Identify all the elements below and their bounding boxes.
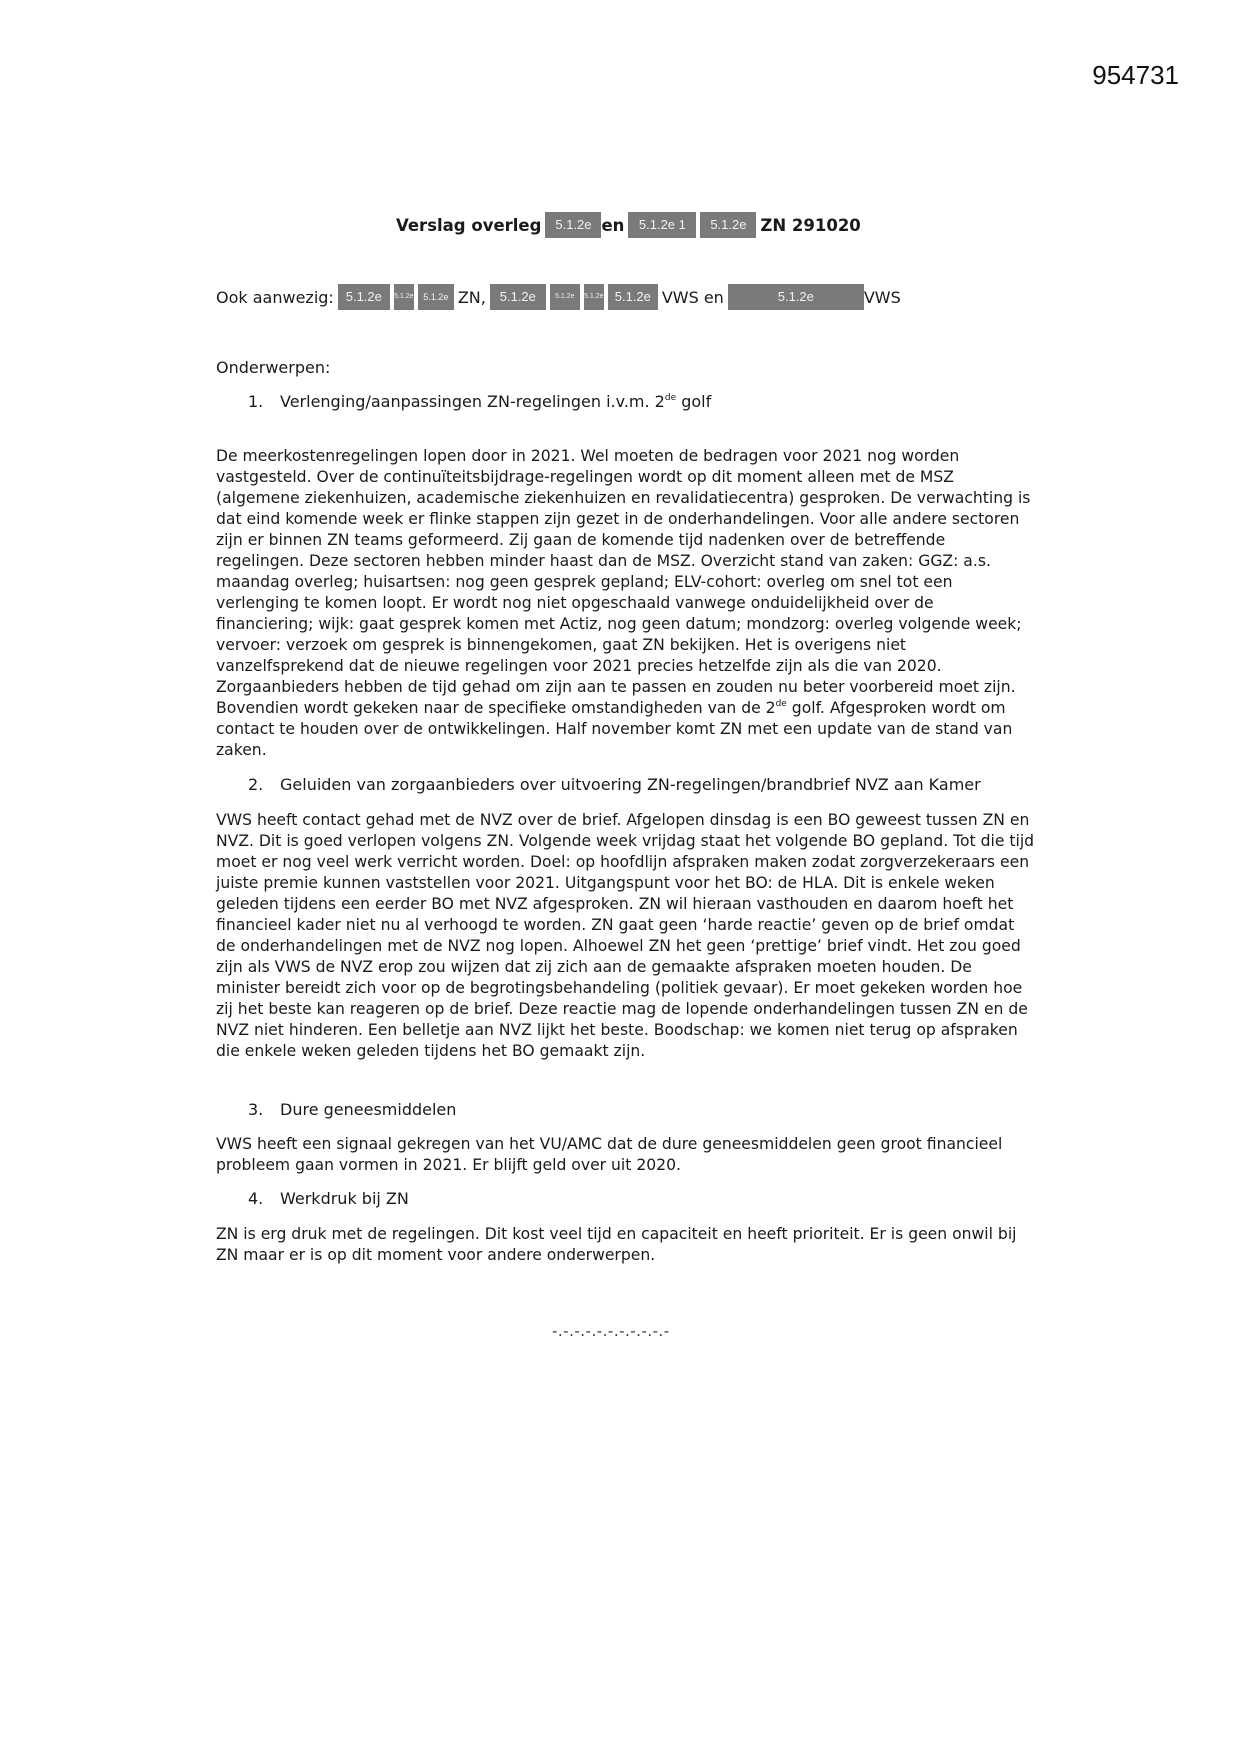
attendees-vws-en: VWS en: [661, 287, 724, 307]
end-marker: -.-.-.-.-.-.-.-.-.-.-: [552, 1322, 670, 1340]
redaction-block: 5.1.2e: [700, 212, 756, 238]
agenda-item: 4. Werkdruk bij ZN: [248, 1189, 409, 1208]
paragraph-2: VWS heeft contact gehad met de NVZ over de brief. Afgelopen dinsdag is een BO geweest tussen ZN en NVZ. Dit is goed verlopen volgens ZN. Volgende week vrijdag staat het volgende BO gepland. Tot die tijd moet er nog veel werk verricht worden. Doel: op hoofdlijn afspraken maken zodat zorgverzekeraars een juiste premie kunnen vaststellen voor 2021. Uitgangspunt voor het BO: de HLA. Dit is enkele weken geleden tijdens een eerder BO met NVZ afgesproken. ZN wil hieraan vasthouden en daarom hoeft het financieel kader niet nu al verhoogd te worden. ZN gaat geen ‘harde reactie’ geven op de brief omdat de onderhandelingen met de NVZ nog lopen. Alhoewel ZN het geen ‘prettige’ brief vindt. Het zou goed zijn als VWS de NVZ erop zou wijzen dat zij zich aan de gemaakte afspraken moeten houden. De minister bereidt zich voor op de begrotingsbehandeling (politiek gevaar). Er moet gekeken worden hoe zij het beste kan reageren op de brief. Deze reactie mag de lopende onderhandelingen tussen ZN en de NVZ niet hinderen. Een belletje aan NVZ lijkt het beste. Boodschap: we komen niet terug op afspraken die enkele weken geleden tijdens het BO gemaakt zijn.: [216, 811, 1035, 1060]
title-suffix: ZN 291020: [760, 215, 861, 235]
attendees-vws: VWS: [863, 287, 901, 307]
document-title: [396, 212, 861, 238]
redaction-block: 5.1.2e 1: [628, 212, 696, 238]
redaction-block: 5.1.2e: [584, 284, 604, 310]
title-prefix: Verslag overleg: [396, 215, 542, 235]
redaction-block: 5.1.2e: [490, 284, 546, 310]
redaction-block: 5.1.2e: [418, 284, 454, 310]
document-number: 954731: [1092, 60, 1179, 90]
agenda-item: 3. Dure geneesmiddelen: [248, 1100, 457, 1119]
attendees-zn: ZN,: [457, 287, 486, 307]
attendees-label: Ook aanwezig:: [216, 287, 334, 307]
redaction-block: 5.1.2e: [338, 284, 390, 310]
redaction-block: 5.1.2e: [608, 284, 658, 310]
redaction-block: 5.1.2e: [545, 212, 601, 238]
paragraph-1: De meerkostenregelingen lopen door in 2021. Wel moeten de bedragen voor 2021 nog worden vastgesteld. Over de continuïteitsbijdrage-regelingen wordt op dit moment alleen met de MSZ (algemene ziekenhuizen, academische ziekenhuizen en revalidatiecentra) gesproken. De verwachting is dat eind komende week er flinke stappen zijn gezet in de onderhandelingen. Voor alle andere sectoren zijn er binnen ZN teams geformeerd. Zij gaan de komende tijd nadenken over de betreffende regelingen. Deze sectoren hebben minder haast dan de MSZ. Overzicht stand van zaken: GGZ: a.s. maandag overleg; huisartsen: nog geen gesprek gepland; ELV-cohort: overleg om snel tot een verlenging te komen loopt. Er wordt nog niet opgeschaald vanwege onduidelijkheid over de financiering; wijk: gaat gesprek komen met Actiz, nog geen datum; mondzorg: overleg volgende week; vervoer: verzoek om gesprek is binnengekomen, gaat ZN bekijken. Het is overigens niet vanzelfsprekend dat de nieuwe regelingen voor 2021 precies hetzelfde zijn als die van 2020. Zorgaanbieders hebben de tijd gehad om zijn aan te passen en zouden nu beter voorbereid moet zijn. Bovendien wordt gekeken naar de specifieke omstandigheden van de 2de golf. Afgesproken wordt om contact te houden over de ontwikkelingen. Half november komt ZN met een update van de stand van zaken.: [216, 447, 1031, 759]
subjects-heading: Onderwerpen:: [216, 358, 331, 377]
agenda-item: 1. Verlenging/aanpassingen ZN-regelingen i.v.m. 2de golf: [248, 392, 712, 411]
redaction-block: 5.1.2e: [394, 284, 414, 310]
attendees-line: [216, 284, 901, 310]
redaction-block: 5.1.2e: [550, 284, 580, 310]
agenda-item: 2. Geluiden van zorgaanbieders over uitvoering ZN-regelingen/brandbrief NVZ aan Kamer: [248, 775, 981, 794]
paragraph-4: ZN is erg druk met de regelingen. Dit kost veel tijd en capaciteit en heeft prioriteit. Er is geen onwil bij ZN maar er is op dit moment voor andere onderwerpen.: [216, 1225, 1017, 1264]
paragraph-3: VWS heeft een signaal gekregen van het VU/AMC dat de dure geneesmiddelen geen groot financieel probleem gaan vormen in 2021. Er blijft geld over uit 2020.: [216, 1135, 1003, 1174]
redaction-block: 5.1.2e: [728, 284, 864, 310]
title-mid: en: [601, 215, 625, 235]
